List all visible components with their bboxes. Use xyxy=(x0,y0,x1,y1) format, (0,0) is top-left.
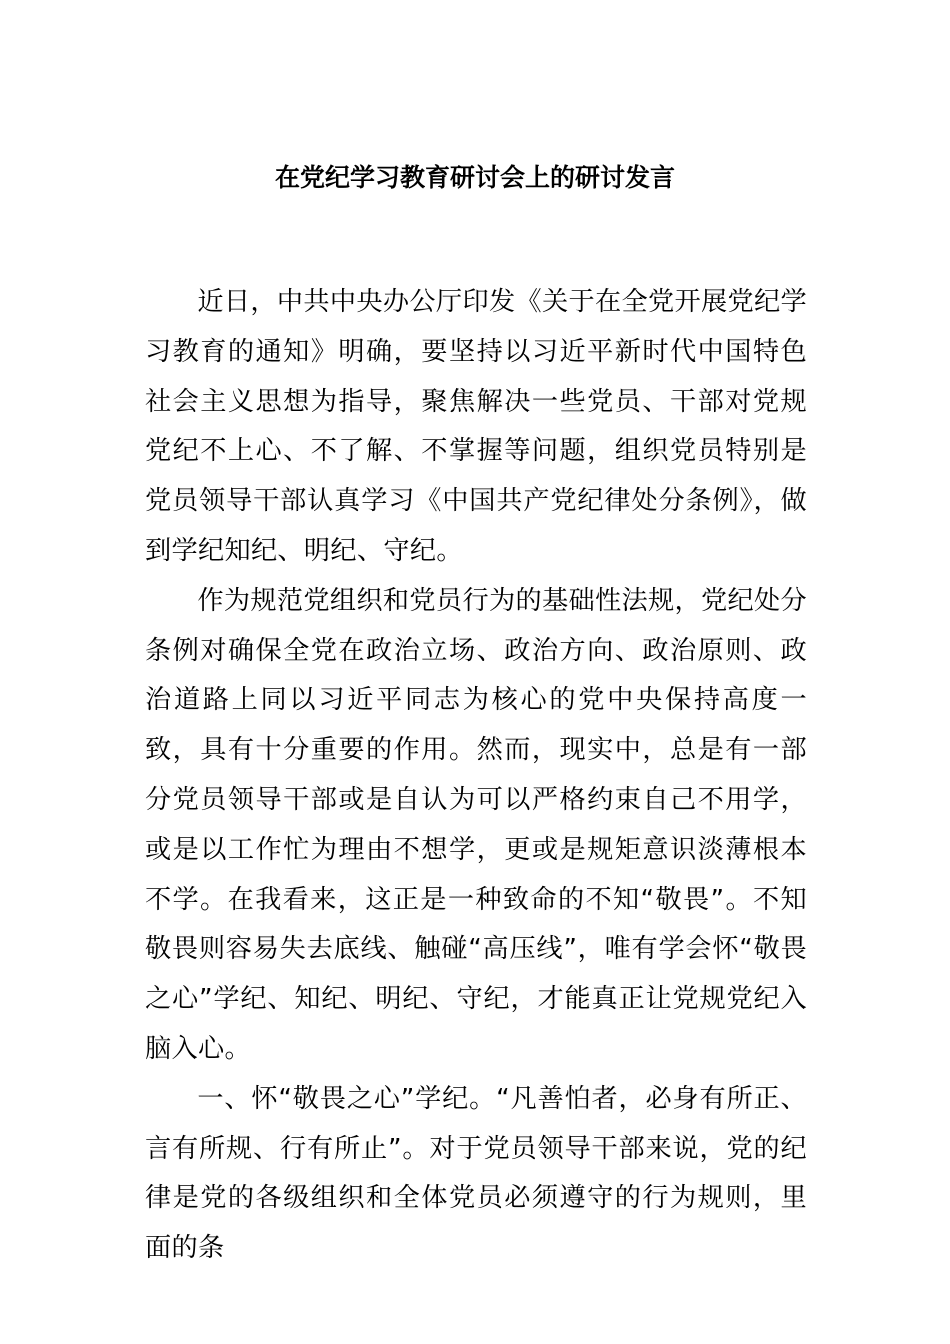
paragraph-intro: 近日，中共中央办公厅印发《关于在全党开展党纪学习教育的通知》明确，要坚持以习近平新时代中国特色社会主义思想为指导，聚焦解决一些党员、干部对党规党纪不上心、不了解、不掌握等问题，组织党员特别是党员领导干部认真学习《中国共产党纪律处分条例》，做到学纪知纪、明纪、守纪。 xyxy=(145,287,807,566)
document-body xyxy=(145,278,807,1274)
document-title: 在党纪学习教育研讨会上的研讨发言 xyxy=(274,163,675,192)
paragraph-regulation-role: 作为规范党组织和党员行为的基础性法规，党纪处分条例对确保全党在政治立场、政治方向、政治原则、政治道路上同以习近平同志为核心的党中央保持高度一致，具有十分重要的作用。然而，现实中，总是有一部分党员领导干部或是自认为可以严格约束自己不用学，或是以工作忙为理由不想学，更或是规矩意识淡薄根本不学。在我看来，这正是一种致命的不知“敬畏”。不知敬畏则容易失去底线、触碰“高压线”，唯有学会怀“敬畏之心”学纪、知纪、明纪、守纪，才能真正让党规党纪入脑入心。 xyxy=(145,585,807,1064)
paragraph-section-one: 一、怀“敬畏之心”学纪。“凡善怕者，必身有所正、言有所规、行有所止”。对于党员领导干部来说，党的纪律是党的各级组织和全体党员必须遵守的行为规则，里面的条 xyxy=(145,1083,807,1264)
